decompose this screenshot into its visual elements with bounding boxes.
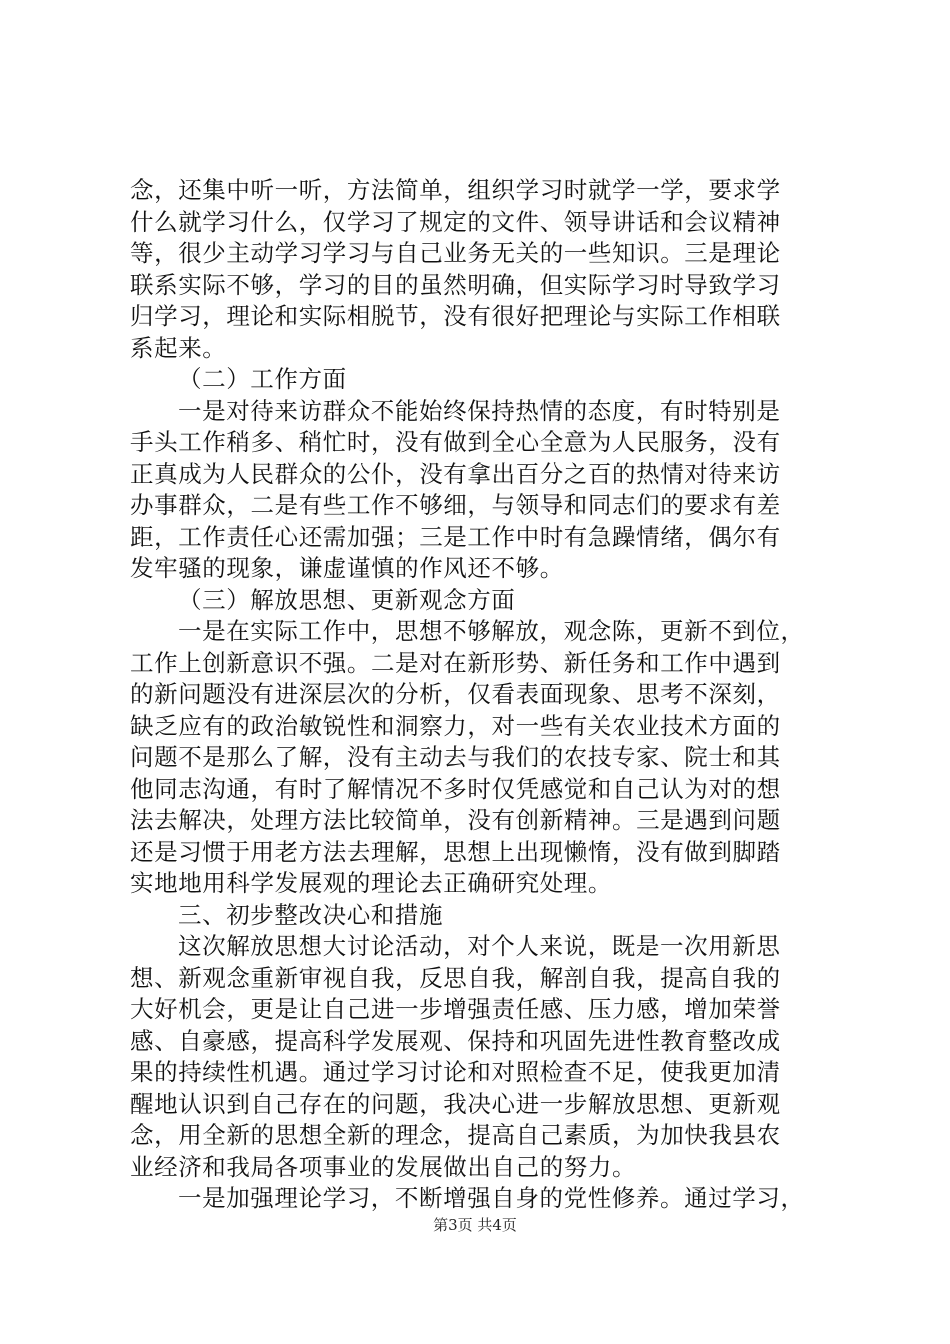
- text-line: 业经济和我局各项事业的发展做出自己的努力。: [130, 1152, 637, 1181]
- text-line: 念，还集中听一听，方法简单，组织学习时就学一学，要求学: [130, 176, 781, 204]
- section-heading-thinking: （三）解放思想、更新观念方面: [178, 585, 516, 614]
- text-line: 想、新观念重新审视自我，反思自我，解剖自我，提高自我的: [130, 963, 781, 992]
- page-number-footer: 第3页 共4页: [433, 1216, 517, 1234]
- text-line: 一是加强理论学习，不断增强自身的党性修养。通过学习，: [178, 1184, 805, 1212]
- text-line: 的新问题没有进深层次的分析，仅看表面现象、思考不深刻，: [130, 680, 781, 708]
- section-heading-work: （二）工作方面: [178, 365, 347, 393]
- text-line: 醒地认识到自己存在的问题，我决心进一步解放思想、更新观: [130, 1089, 781, 1118]
- text-line: 联系实际不够，学习的目的虽然明确，但实际学习时导致学习: [130, 270, 781, 299]
- text-line: 一是在实际工作中，思想不够解放，观念陈，更新不到位，: [178, 617, 805, 645]
- text-line: 缺乏应有的政治敏锐性和洞察力，对一些有关农业技术方面的: [130, 711, 781, 740]
- text-line: 感、自豪感，提高科学发展观、保持和巩固先进性教育整改成: [130, 1026, 781, 1055]
- text-line: 这次解放思想大讨论活动，对个人来说，既是一次用新思: [178, 932, 781, 960]
- document-body: [130, 175, 830, 1215]
- text-line: 工作上创新意识不强。二是对在新形势、新任务和工作中遇到: [130, 648, 781, 677]
- text-line: 还是习惯于用老方法去理解，思想上出现懒惰，没有做到脚踏: [130, 837, 781, 866]
- text-line: 发牢骚的现象，谦虚谨慎的作风还不够。: [130, 554, 564, 582]
- text-line: 正真成为人民群众的公仆，没有拿出百分之百的热情对待来访: [130, 459, 781, 488]
- text-line: 办事群众，二是有些工作不够细，与领导和同志们的要求有差: [130, 491, 781, 519]
- text-line: 什么就学习什么，仅学习了规定的文件、领导讲话和会议精神: [130, 207, 781, 236]
- text-line: 归学习，理论和实际相脱节，没有很好把理论与实际工作相联: [130, 302, 781, 330]
- text-line: 果的持续性机遇。通过学习讨论和对照检查不足，使我更加清: [130, 1058, 781, 1086]
- text-line: 他同志沟通，有时了解情况不多时仅凭感觉和自己认为对的想: [130, 774, 781, 803]
- text-line: 大好机会，更是让自己进一步增强责任感、压力感，增加荣誉: [130, 995, 781, 1023]
- text-line: 实地地用科学发展观的理论去正确研究处理。: [130, 869, 612, 897]
- text-line: 一是对待来访群众不能始终保持热情的态度，有时特别是: [178, 396, 781, 425]
- text-line: 距，工作责任心还需加强；三是工作中时有急躁情绪，偶尔有: [130, 522, 781, 551]
- text-line: 手头工作稍多、稍忙时，没有做到全心全意为人民服务，没有: [130, 428, 781, 456]
- text-line: 念，用全新的思想全新的理念，提高自己素质，为加快我县农: [130, 1121, 781, 1149]
- text-line: 系起来。: [130, 333, 227, 362]
- text-line: 问题不是那么了解，没有主动去与我们的农技专家、院士和其: [130, 743, 781, 771]
- section-heading-rectification: 三、初步整改决心和措施: [178, 900, 444, 929]
- text-line: 法去解决，处理方法比较简单，没有创新精神。三是遇到问题: [130, 806, 781, 834]
- text-line: 等，很少主动学习学习与自己业务无关的一些知识。三是理论: [130, 239, 781, 267]
